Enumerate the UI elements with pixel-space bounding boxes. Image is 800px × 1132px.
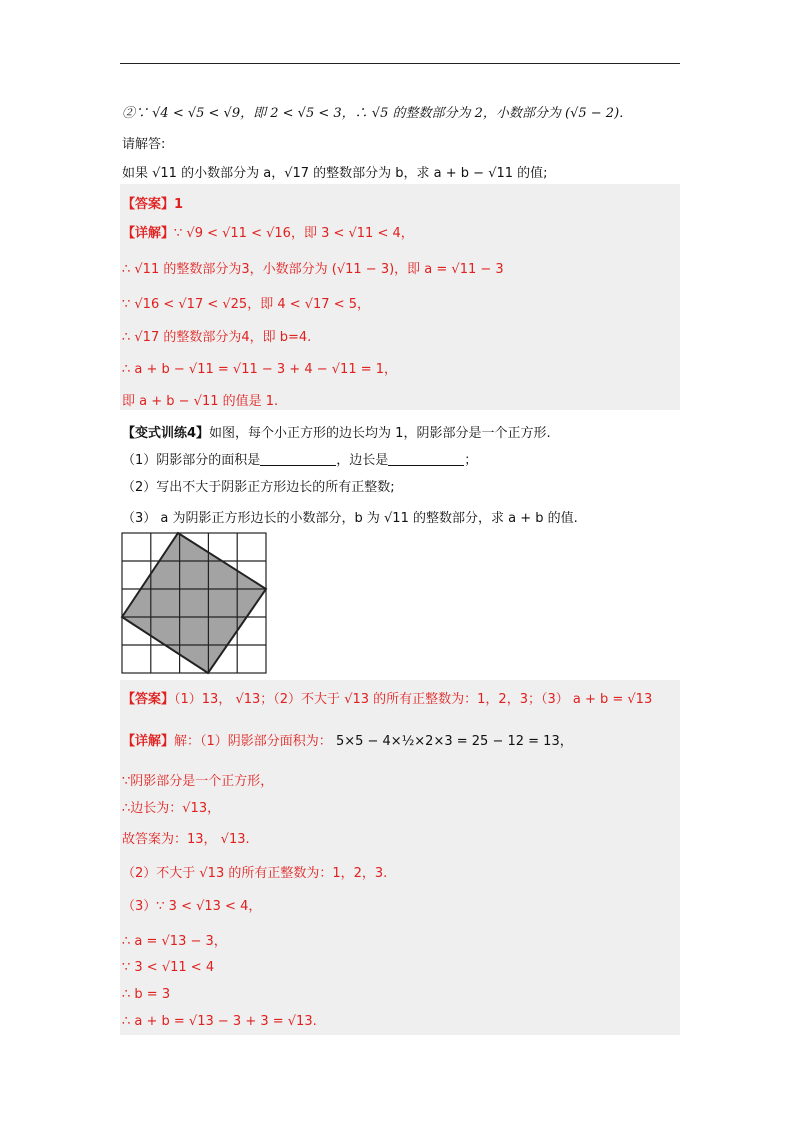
- exercise-q2: （2）写出不大于阴影正方形边长的所有正整数;: [122, 480, 395, 495]
- exercise-q3: （3） a 为阴影正方形边长的小数部分，b 为 √11 的整数部分，求 a + b 的值.: [122, 511, 578, 526]
- answer2-step-3: 故答案为：13， √13.: [122, 832, 250, 847]
- q1-side-blank[interactable]: [388, 453, 464, 466]
- answer2-step-1: ∵阴影部分是一个正方形，: [122, 774, 274, 789]
- q1-prefix: （1）阴影部分的面积是: [122, 453, 261, 468]
- answer2-step-5: （3）∵ 3 < √13 < 4，: [122, 899, 262, 914]
- answer1-step-2: ∴ √11 的整数部分为3，小数部分为 (√11 − 3)，即 a = √11 − 3: [122, 262, 504, 277]
- answer1-detail-line: [122, 222, 414, 241]
- shaded-square: [122, 533, 266, 673]
- answer2-text: （1）13， √13；（2）不大于 √13 的所有正整数为：1，2，3；（3） a + b = √13: [174, 692, 653, 707]
- answer1-step-1: ∵ √9 < √11 < √16，即 3 < √11 < 4，: [174, 226, 414, 241]
- answer2-step-7: ∵ 3 < √11 < 4: [122, 960, 215, 975]
- answer1-value: 1: [174, 197, 184, 212]
- answer1-label: 【答案】: [122, 197, 175, 212]
- answer2-detail-intro: 解：（1）阴影部分面积为：: [174, 734, 332, 749]
- area-formula: 5×5 − 4×½×2×3 = 25 − 12 = 13，: [335, 734, 573, 749]
- intro-line-2: 请解答:: [122, 137, 166, 152]
- answer2-line: [122, 688, 652, 707]
- answer2-step-4: （2）不大于 √13 的所有正整数为：1，2，3.: [122, 866, 388, 881]
- answer2-detail-line: [122, 730, 573, 749]
- answer1-step-3: ∵ √16 < √17 < √25，即 4 < √17 < 5，: [122, 297, 371, 312]
- answer1-step-5: ∴ a + b − √11 = √11 − 3 + 4 − √11 = 1，: [122, 362, 398, 377]
- answer1-detail-label: 【详解】: [122, 226, 175, 241]
- answer2-step-9: ∴ a + b = √13 − 3 + 3 = √13.: [122, 1014, 317, 1029]
- intro-line-1: ②∵ √4 < √5 < √9，即 2 < √5 < 3，∴ √5 的整数部分为 2，小数部分为 (√5 − 2)．: [122, 106, 633, 121]
- exercise-text: 如图，每个小正方形的边长均为 1，阴影部分是一个正方形.: [209, 426, 551, 441]
- exercise-q1: [122, 449, 477, 468]
- q1-end: ；: [464, 453, 478, 468]
- answer1-step-6: 即 a + b − √11 的值是 1.: [122, 394, 279, 409]
- exercise-title-line: [122, 422, 551, 441]
- header-rule: [120, 63, 680, 64]
- answer1-step-4: ∴ √17 的整数部分为4，即 b=4.: [122, 330, 312, 345]
- answer1-line: [122, 193, 183, 212]
- q1-mid: ，边长是: [336, 453, 389, 468]
- exercise-label: 【变式训练4】: [122, 426, 210, 441]
- answer2-step-8: ∴ b = 3: [122, 987, 171, 1002]
- answer2-step-2: ∴边长为：√13，: [122, 801, 221, 816]
- answer2-label: 【答案】: [122, 692, 175, 707]
- answer2-step-6: ∴ a = √13 − 3，: [122, 934, 227, 949]
- q1-area-blank[interactable]: [260, 453, 336, 466]
- question-line: 如果 √11 的小数部分为 a，√17 的整数部分为 b，求 a + b − √11 的值;: [122, 166, 548, 181]
- grid-figure: [120, 531, 270, 676]
- answer2-detail-label: 【详解】: [122, 734, 175, 749]
